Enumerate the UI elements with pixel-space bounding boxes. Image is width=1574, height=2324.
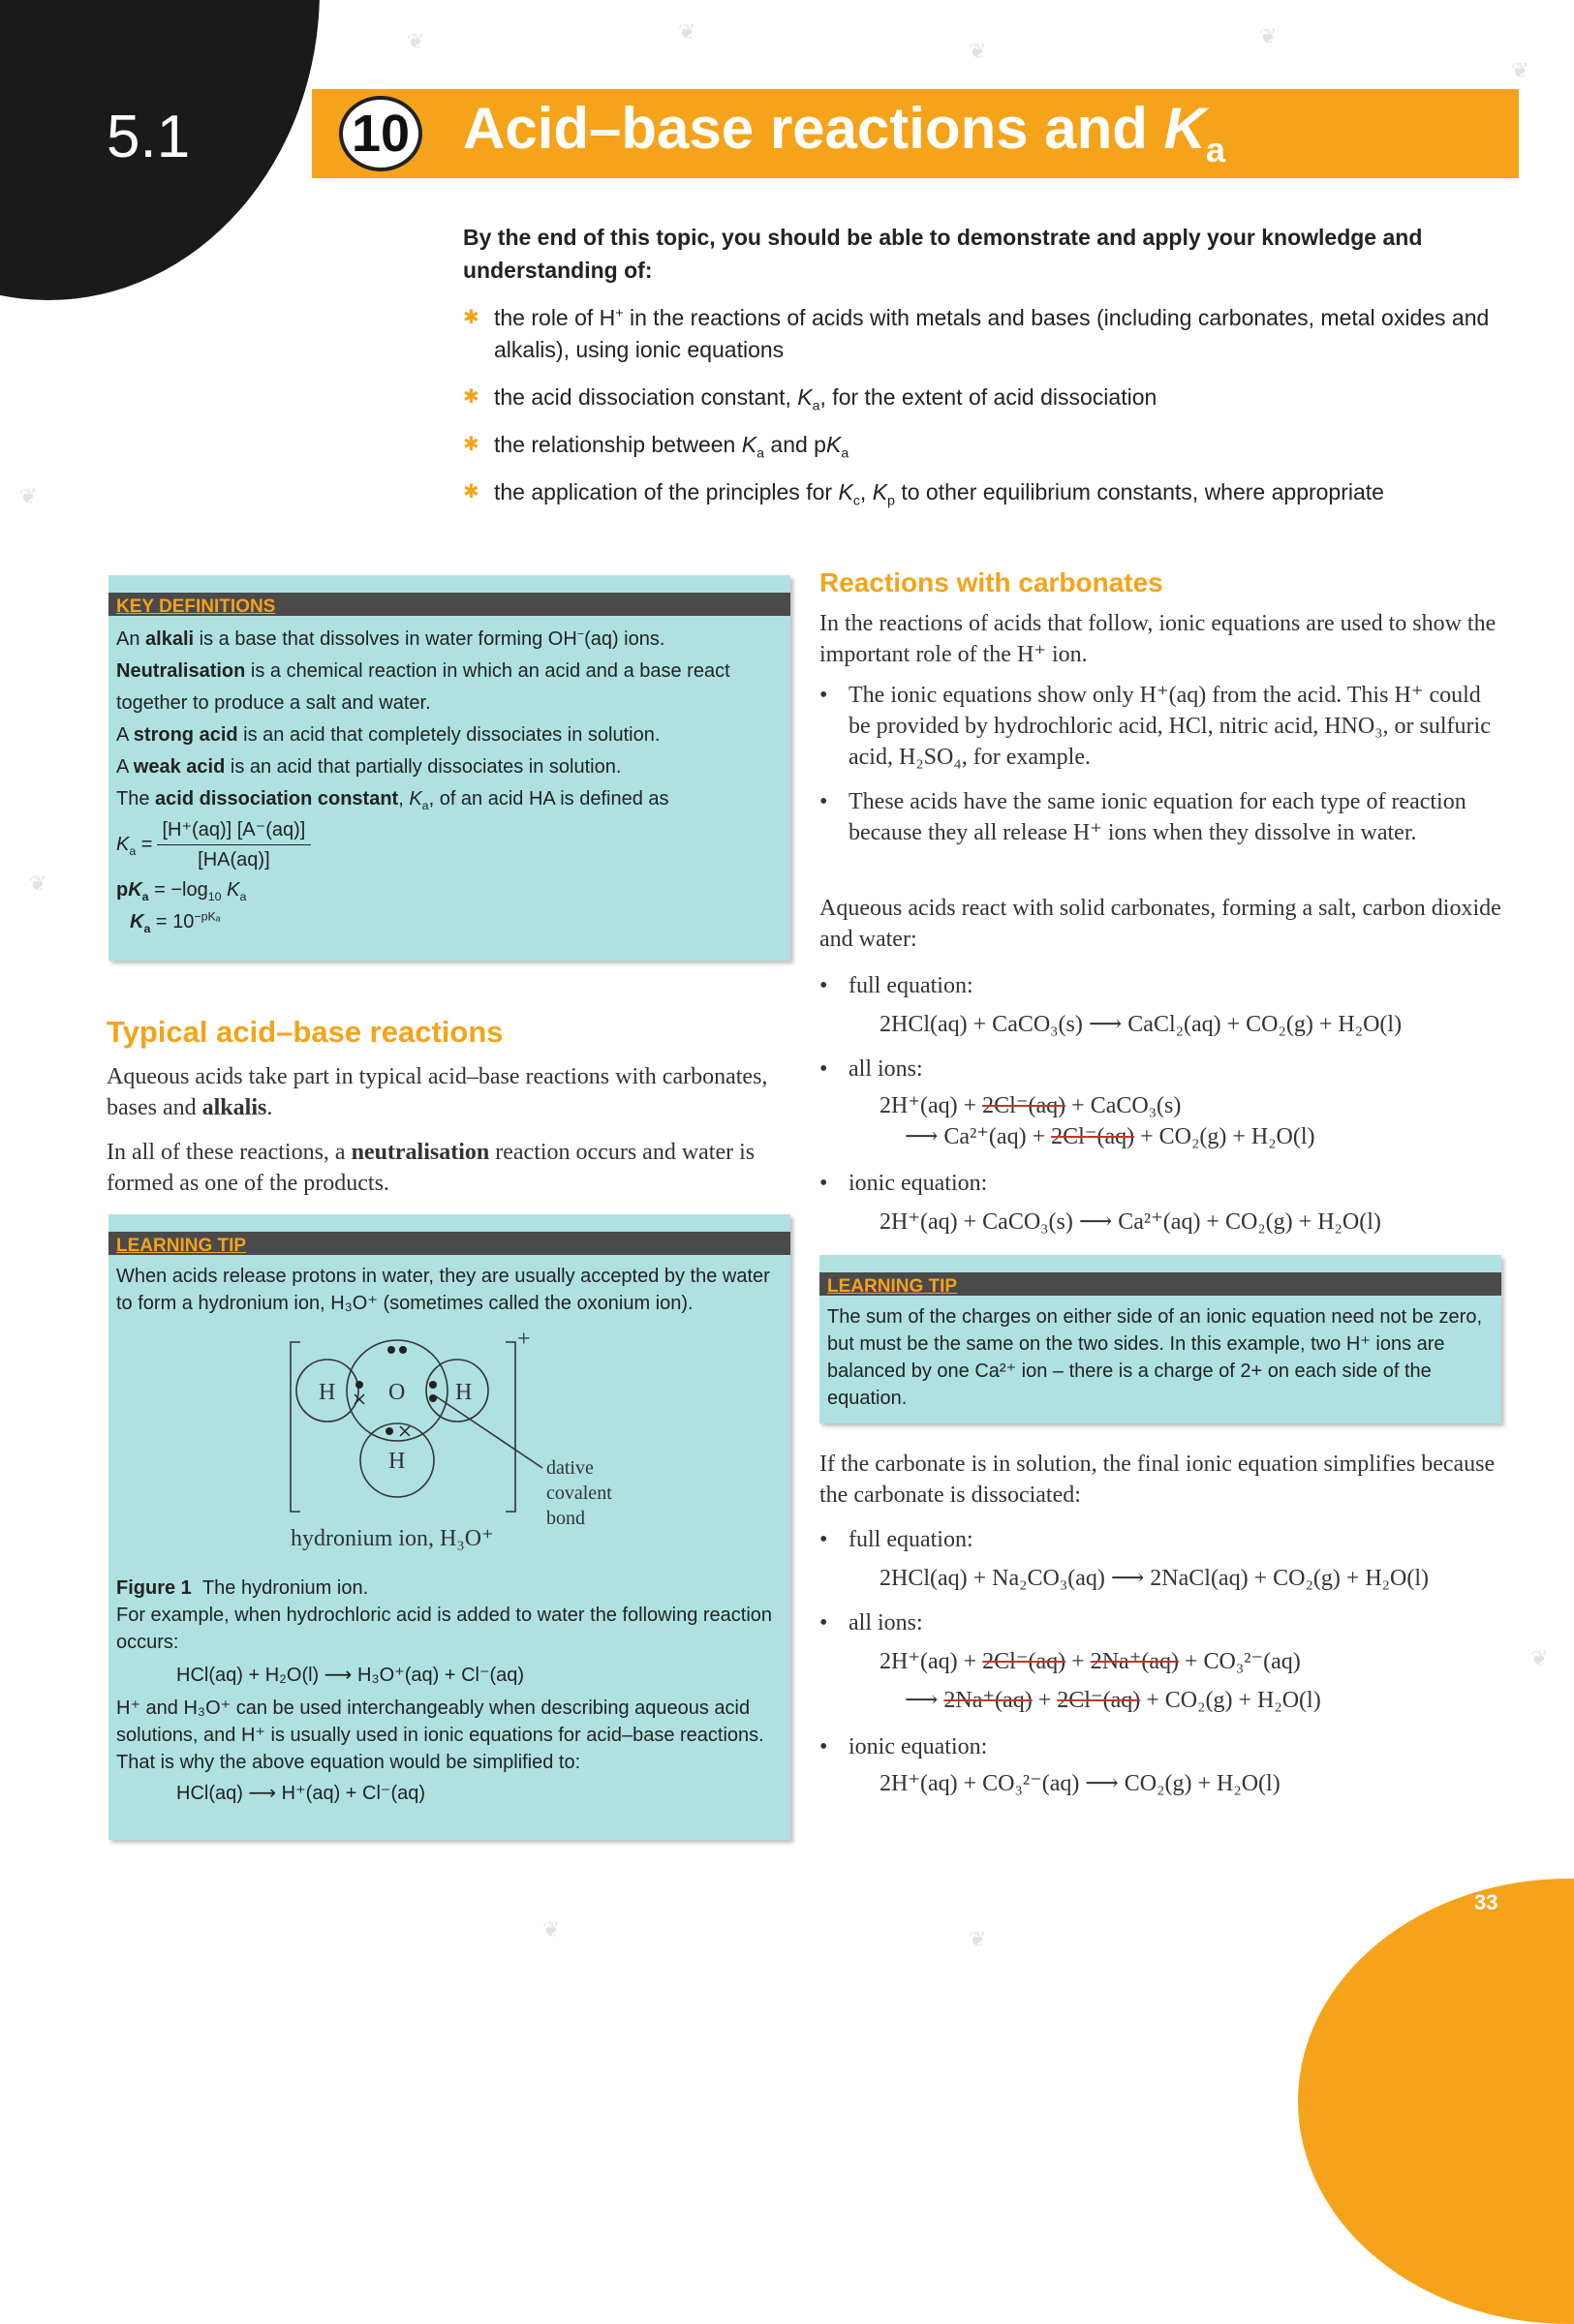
carbonates-all-ions-line-2: ⟶ Ca²⁺(aq) + 2Cl⁻(aq) + CO₂(g) + H₂O(l) [905, 1124, 1315, 1149]
leaf-decoration-icon: ❦ [19, 484, 38, 508]
left-bracket [291, 1342, 300, 1512]
carbonates-para-2: Aqueous acids react with solid carbonates, forming a salt, carbon dioxide and water: [819, 896, 1501, 952]
dative-label-2: covalent [546, 1483, 612, 1504]
carbonates-all-ions-label: • all ions: [819, 1056, 923, 1082]
key-definitions-body [108, 616, 790, 946]
learning-tip-right-box [819, 1255, 1501, 1423]
learning-tip-left-box [108, 1214, 790, 1840]
dative-label-1: dative [546, 1457, 594, 1479]
page-number: 33 [1474, 1890, 1498, 1914]
carbonates-ionic-label: • ionic equation: [819, 1171, 988, 1196]
solution-full-equation: 2HCl(aq) + Na₂CO₃(aq) ⟶ 2NaCl(aq) + CO₂(g) + H₂O(l) [880, 1566, 1430, 1591]
learning-tip-left-header: LEARNING TIP [108, 1232, 790, 1255]
hcl-simplified-equation: HCl(aq) ⟶ H⁺(aq) + Cl⁻(aq) [176, 1783, 426, 1804]
leaf-decoration-icon: ❦ [542, 1917, 561, 1942]
solution-all-ions-line-1: 2H⁺(aq) + 2Cl⁻(aq) + 2Na⁺(aq) + CO₃²⁻(aq) [880, 1649, 1301, 1674]
definition-neutralisation: Neutralisation is a chemical reaction in which an acid and a base react together to produce a salt and water. [116, 660, 730, 714]
section-number: 5.1 [107, 104, 191, 170]
learning-tip-left-para-2: For example, when hydrochloric acid is added to water the following reaction occurs: [116, 1605, 773, 1653]
carbonates-full-equation: 2HCl(aq) + CaCO₃(s) ⟶ CaCl₂(aq) + CO₂(g) + H₂O(l) [880, 1012, 1403, 1037]
fraction-numerator: [H⁺(aq)] [A⁻(aq)] [157, 815, 312, 845]
solution-all-ions-label: • all ions: [819, 1610, 923, 1636]
carbonates-bullet-1: • The ionic equations show only H⁺(aq) from the acid. This H⁺ could be provided by hydrochloric acid, HCl, nitric acid, HNO₃, or sulfuric acid, H₂SO₄, for example. [819, 683, 1491, 770]
hcl-water-equation: HCl(aq) + H₂O(l) ⟶ H₃O⁺(aq) + Cl⁻(aq) [176, 1665, 525, 1686]
learning-tip-right-body: The sum of the charges on either side of an ionic equation need not be zero, but must be the same on the two sides. In this example, two H⁺ ions are balanced by one Ca²⁺ ion – there is a charge of 2+ on each side of the equation. [827, 1306, 1482, 1409]
chapter-number-badge: 10 [339, 96, 422, 171]
objectives-list [463, 302, 1519, 524]
objective-item: ✱ the application of the principles for $K_c$, $K_p$ to other equilibrium constants, where appropriate [463, 476, 1519, 508]
leaf-decoration-icon: ❦ [678, 19, 696, 44]
carbonates-bullet-2: • These acids have the same ionic equation for each type of reaction because they all release H⁺ ions when they dissolve in water. [819, 789, 1466, 845]
intro-text: By the end of this topic, you should be able to demonstrate and apply your knowledge and understanding of: [463, 225, 1423, 283]
typical-reactions-para-1: Aqueous acids take part in typical acid–base reactions with carbonates, bases and alkalis. [107, 1064, 768, 1120]
dative-bond-pointer [436, 1396, 542, 1468]
right-bracket [506, 1342, 515, 1512]
objective-item: ✱ the role of H+ in the reactions of acids with metals and bases (including carbonates, metal oxides and alkalis), using ionic equations [463, 302, 1519, 366]
objective-item: ✱ the acid dissociation constant, $K_a$, for the extent of acid dissociation [463, 382, 1519, 413]
solution-para-1: If the carbonate is in solution, the final ionic equation simplifies because the carbonate is dissociated: [819, 1452, 1496, 1508]
ka-formula: $K_a$ = $\frac{[H^+(aq)] [A^-(aq)]}{[HA(aq)]}$ [116, 815, 783, 874]
page-corner-decoration [1298, 1879, 1574, 2324]
hydronium-ion-label: hydronium ion, H₃O⁺ [291, 1526, 494, 1551]
carbonates-ionic-equation: 2H⁺(aq) + CaCO₃(s) ⟶ Ca²⁺(aq) + CO₂(g) + H₂O(l) [880, 1209, 1381, 1235]
solution-ionic-equation: 2H⁺(aq) + CO₃²⁻(aq) ⟶ CO₂(g) + H₂O(l) [880, 1771, 1281, 1796]
carbonates-all-ions-line-1: 2H⁺(aq) + 2Cl⁻(aq) + CaCO₃(s) [880, 1093, 1182, 1118]
solution-all-ions-line-2: ⟶ 2Na⁺(aq) + 2Cl⁻(aq) + CO₂(g) + H₂O(l) [905, 1688, 1321, 1713]
learning-tip-right-header: LEARNING TIP [819, 1272, 1501, 1296]
charge-label: + [517, 1327, 531, 1352]
solution-ionic-label: • ionic equation: [819, 1734, 988, 1759]
leaf-decoration-icon: ❦ [1530, 1646, 1549, 1670]
objective-item: ✱ the relationship between $K_a$ and $pK_a$ [463, 429, 1519, 461]
ka-from-pka-formula: $K_a = 10^{-pK_a}$ [130, 909, 221, 935]
leaf-decoration-icon: ❦ [969, 39, 987, 63]
asterisk-bullet-icon: ✱ [463, 434, 479, 455]
leaf-decoration-icon: ❦ [969, 1927, 987, 1951]
leaf-decoration-icon: ❦ [407, 29, 425, 53]
leaf-decoration-icon: ❦ [29, 872, 47, 896]
leaf-decoration-icon: ❦ [1259, 24, 1278, 48]
definition-strong-acid: A strong acid is an acid that completely dissociates in solution. [116, 724, 661, 746]
asterisk-bullet-icon: ✱ [463, 481, 479, 503]
asterisk-bullet-icon: ✱ [463, 386, 479, 408]
learning-tip-left-body [108, 1255, 790, 1815]
learning-tip-left-para-3: H⁺ and H₃O⁺ can be used interchangeably when describing aqueous acid solutions, and H⁺ is usually used in ionic equations for acid–base reactions. That is why the above equation would be simplified to: [116, 1697, 764, 1773]
h-left-label: H [319, 1380, 336, 1405]
asterisk-bullet-icon: ✱ [463, 307, 479, 328]
definition-weak-acid: A weak acid is an acid that partially dissociates in solution. [116, 756, 622, 778]
solution-full-label: • full equation: [819, 1527, 973, 1552]
leaf-decoration-icon: ❦ [1511, 58, 1529, 82]
carbonates-heading: Reactions with carbonates [819, 567, 1163, 597]
typical-reactions-para-2: In all of these reactions, a neutralisation reaction occurs and water is formed as one of the products. [107, 1140, 756, 1196]
page-title: Acid–base reactions and $K_a$ [463, 96, 1225, 169]
figure-caption: Figure 1 The hydronium ion. [116, 1577, 369, 1599]
pka-formula: $pK_a = -\log_{10}$ $K_a$ [116, 879, 247, 903]
key-definitions-box [108, 575, 790, 961]
hydronium-ion-diagram [116, 1323, 785, 1565]
carbonates-full-label: • full equation: [819, 973, 973, 998]
definition-alkali: An alkali is a base that dissolves in water forming OH−(aq) ions. [116, 627, 665, 650]
dative-label-3: bond [546, 1508, 585, 1529]
o-label: O [388, 1380, 406, 1405]
h-bottom-label: H [388, 1449, 406, 1474]
h-right-label: H [455, 1380, 473, 1405]
fraction-denominator: [HA(aq)] [198, 849, 270, 871]
definition-ka: The acid dissociation constant, $K_a$, of an acid HA is defined as [116, 788, 669, 812]
learning-tip-left-para-1: When acids release protons in water, they are usually accepted by the water to form a hydronium ion, H₃O⁺ (sometimes called the oxonium ion). [116, 1266, 770, 1314]
carbonates-para-1: In the reactions of acids that follow, ionic equations are used to show the important role of the H⁺ ion. [819, 611, 1497, 667]
typical-reactions-heading: Typical acid–base reactions [107, 1015, 504, 1049]
key-definitions-header: KEY DEFINITIONS [108, 593, 790, 616]
